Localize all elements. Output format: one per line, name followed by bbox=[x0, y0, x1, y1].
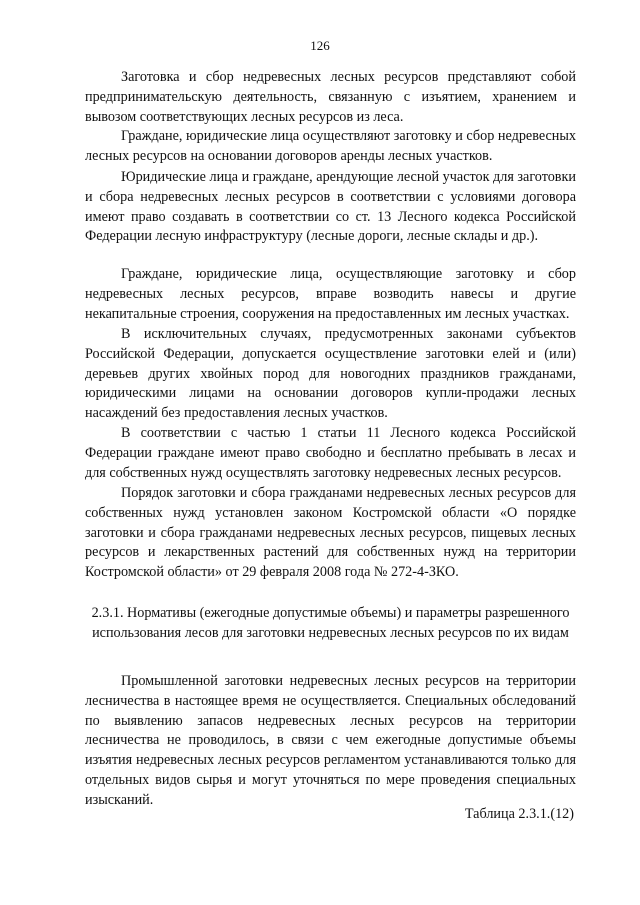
paragraph-lease-basis: Граждане, юридические лица осуществляют заготовку и сбор недревесных лесных ресурсов на основании договоров аренды лесных участков. bbox=[85, 128, 576, 164]
paragraph-citizens-rights: В соответствии с частью 1 статьи 11 Лесного кодекса Российской Федерации граждане имеют право свободно и бесплатно пребывать в лесах и для собственных нужд осуществлять заготовку недревесных лесных ресурсов. bbox=[85, 425, 576, 481]
paragraph-new-year-trees: В исключительных случаях, предусмотренных законами субъектов Российской Федерации, допускается осуществление заготовки елей и (или) деревьев других хвойных пород для новогодних праздников гражданами, юридическими лицами на основании договоров купли-продажи лесных насаждений без предоставления лесных участков. bbox=[85, 326, 576, 422]
table-caption: Таблица 2.3.1.(12) bbox=[464, 806, 574, 822]
paragraph-industrial-harvesting: Промышленной заготовки недревесных лесных ресурсов на территории лесничества в настоящее время не осуществляется. Специальных обследований по выявлению запасов недревесных лесных ресурсов на территории лесничества не проводилось, в связи с чем ежегодные допустимые объемы изъятия недревесных лесных ресурсов регламентом устанавливаются только для отдельных видов сырья и могут уточняться по мере проведения специальных изысканий. bbox=[85, 673, 576, 808]
section-heading: 2.3.1. Нормативы (ежегодные допустимые объемы) и параметры разрешенного использования лесов для заготовки недревесных лесных ресурсов по их видам bbox=[91, 605, 570, 641]
paragraph-infrastructure-right: Юридические лица и граждане, арендующие лесной участок для заготовки и сбора недревесных лесных ресурсов в соответствии с условиями договора имеют право создавать в соответствии со ст. 13 Лесного кодекса Российской Федерации лесную инфраструктуру (лесные дороги, лесные склады и др.). bbox=[85, 169, 576, 245]
paragraph-harvesting-definition: Заготовка и сбор недревесных лесных ресурсов представляют собой предпринимательскую деятельность, связанную с изъятием, хранением и вывозом соответствующих лесных ресурсов из леса. bbox=[85, 69, 576, 125]
page-number: 126 bbox=[310, 38, 330, 53]
paragraph-temporary-structures: Граждане, юридические лица, осуществляющие заготовку и сбор недревесных лесных ресурсов, вправе возводить навесы и другие некапитальные строения, сооружения на предоставленных им лесных участках. bbox=[85, 266, 576, 322]
paragraph-regional-law: Порядок заготовки и сбора гражданами недревесных лесных ресурсов для собственных нужд установлен законом Костромской области «О порядке заготовки и сбора гражданами недревесных лесных ресурсов, пищевых лесных ресурсов и лекарственных растений для собственных нужд на территории Костромской области» от 29 февраля 2008 года № 272-4-ЗКО. bbox=[85, 485, 576, 581]
